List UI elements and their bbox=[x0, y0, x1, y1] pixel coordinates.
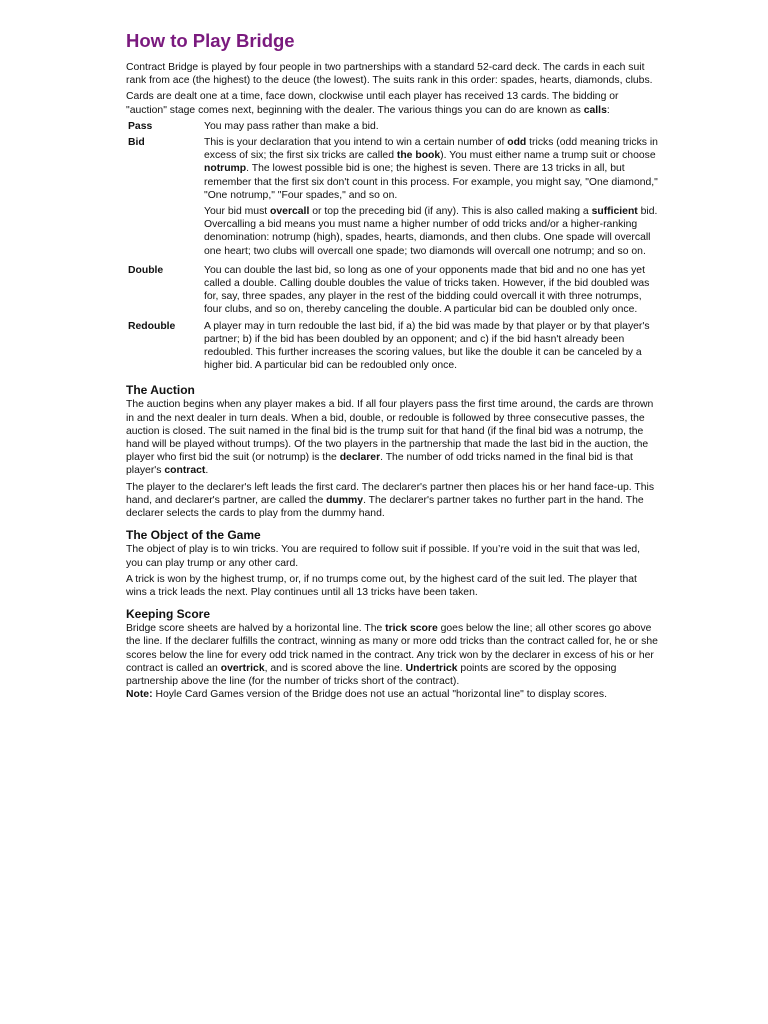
bold-term: calls bbox=[583, 104, 607, 116]
bid-paragraph-1 bbox=[204, 136, 658, 202]
call-row-pass bbox=[126, 120, 658, 136]
bold-term: odd bbox=[507, 137, 527, 149]
definition-text: bid. Overcalling a bid means you must name a higher number of odd tricks and/or a higher-ranking denomination: notrump (high), spades, hearts, diamonds, and then clubs. One spade will overcall one heart; two clubs will overcall one spade; two diamonds will overcall one notrump; and so on. bbox=[204, 206, 658, 257]
definition-text: tricks (odd meaning tricks in excess of six; the first six tricks are called bbox=[204, 137, 658, 162]
auction-paragraph-2 bbox=[126, 481, 658, 521]
body-text: goes below the line; all other scores go above the line. If the declarer fulfills the contract, winning as many or more odd tricks than the contract called for, he or she scores below the line for every odd trick named in the contract. Any trick won by the declarer in excess of his or her contract is called an bbox=[126, 623, 658, 674]
auction-paragraph-1 bbox=[126, 398, 658, 477]
call-term: Redouble bbox=[128, 320, 176, 332]
definition-text: or top the preceding bid (if any). This is also called making a bbox=[309, 206, 592, 218]
body-text: . bbox=[205, 465, 209, 477]
call-definition bbox=[204, 320, 658, 376]
page-title: How to Play Bridge bbox=[126, 30, 295, 51]
bold-term: overtrick bbox=[220, 662, 265, 674]
body-text: Bridge score sheets are halved by a horizontal line. The bbox=[126, 623, 386, 635]
call-term: Bid bbox=[128, 137, 145, 149]
definition-text: You may pass rather than make a bid. bbox=[204, 120, 379, 132]
call-term: Pass bbox=[128, 120, 153, 132]
section-heading-object: The Object of the Game bbox=[126, 528, 261, 543]
call-definition bbox=[204, 264, 658, 320]
score-paragraph-1 bbox=[126, 622, 658, 688]
bold-term: declarer bbox=[339, 452, 381, 464]
intro-paragraph-2 bbox=[126, 90, 658, 116]
note-text: Hoyle Card Games version of the Bridge does not use an actual "horizontal line" to display scores. bbox=[152, 689, 607, 701]
call-row-bid bbox=[126, 136, 658, 264]
bold-term: dummy bbox=[326, 494, 364, 506]
section-heading-score: Keeping Score bbox=[126, 607, 211, 622]
body-text: , and is scored above the line. bbox=[264, 662, 406, 674]
call-row-redouble bbox=[126, 320, 658, 376]
call-definition bbox=[204, 120, 658, 136]
document-page bbox=[126, 30, 658, 704]
intro-text: : bbox=[606, 104, 610, 116]
definition-text: This is your declaration that you intend to win a certain number of bbox=[204, 137, 508, 149]
section-heading-auction: The Auction bbox=[126, 383, 195, 398]
object-paragraph-2: A trick is won by the highest trump, or, if no trumps come out, by the highest card of the suit led. The player that wins a trick leads the next. Play continues until all 13 tricks have been taken. bbox=[126, 573, 637, 598]
intro-text: Contract Bridge is played by four people in two partnerships with a standard 52-card deck. The cards in each suit rank from ace (the highest) to the deuce (the lowest). The suits rank in this order: spades, hearts, diamonds, clubs. bbox=[126, 62, 653, 87]
call-definition bbox=[204, 136, 658, 264]
intro-text: Cards are dealt one at a time, face down, clockwise until each player has received 13 cards. The bidding or "auction" stage comes next, beginning with the dealer. The various things you can do are known as bbox=[126, 91, 619, 116]
intro-paragraph-1 bbox=[126, 61, 658, 87]
bid-paragraph-2 bbox=[204, 205, 658, 258]
call-row-double bbox=[126, 264, 658, 320]
bold-term: Undertrick bbox=[405, 662, 458, 674]
definition-text: ). You must either name a trump suit or choose bbox=[440, 150, 656, 162]
definition-text: Your bid must bbox=[204, 206, 271, 218]
definition-text: . The lowest possible bid is one; the highest is seven. There are 13 tricks in all, but remember that the first six don't count in this process. For example, you might say, "One diamond," "One notrump," "Four spades," and so on. bbox=[204, 163, 658, 201]
bold-term: contract bbox=[164, 465, 206, 477]
bold-term: the book bbox=[396, 150, 441, 162]
bold-term: overcall bbox=[270, 206, 310, 218]
bold-term: sufficient bbox=[591, 206, 638, 218]
body-text: . The number of odd tricks named in the final bid is that player's bbox=[126, 452, 633, 477]
definition-text: You can double the last bid, so long as one of your opponents made that bid and no one has yet called a double. Calling double doubles the value of tricks taken. However, if the bid doubled was for, say, three spades, any player in the rest of the bidding could overcall it with three notrumps, four clubs, and so on, thereby canceling the double. A particular bid can be doubled only once. bbox=[204, 264, 650, 316]
note-label: Note: bbox=[126, 689, 153, 701]
object-paragraph-1: The object of play is to win tricks. You are required to follow suit if possible. If you’re void in the suit that was led, you can play trump or any other card. bbox=[126, 544, 641, 569]
score-note bbox=[126, 688, 658, 701]
body-text: The auction begins when any player makes a bid. If all four players pass the first time around, the cards are thrown in and the next dealer in turn deals. When a bid, double, or redouble is followed by three consecutive passes, the auction is closed. The suit named in the final bid is the trump suit for that hand (if the final bid was a notrump, the hand will be played without trumps). Of the two players in the partnership that made the last bid in the auction, the player who first bid the suit (or notrump) is the bbox=[126, 399, 654, 464]
call-term: Double bbox=[128, 264, 164, 276]
body-text: The player to the declarer's left leads the first card. The declarer's partner then places his or her hand face-up. This hand, and declarer's partner, are called the bbox=[126, 481, 655, 506]
definition-text: A player may in turn redouble the last bid, if a) the bid was made by that player or by that player's partner; b) if the bid has been doubled by an opponent; and c) if the bid hasn't already been redoubled. This further increases the scoring values, but like the double it can be canceled by a higher bid. A particular bid can be redoubled only once. bbox=[204, 320, 650, 372]
bold-term: trick score bbox=[385, 623, 438, 635]
body-text: points are scored by the opposing partnership above the line (for the number of tricks short of the contract). bbox=[126, 662, 617, 687]
body-text: . The declarer's partner takes no further part in the hand. The declarer selects the cards to play from the dummy hand. bbox=[126, 494, 644, 520]
calls-table bbox=[126, 120, 658, 376]
bold-term: notrump bbox=[204, 163, 247, 175]
